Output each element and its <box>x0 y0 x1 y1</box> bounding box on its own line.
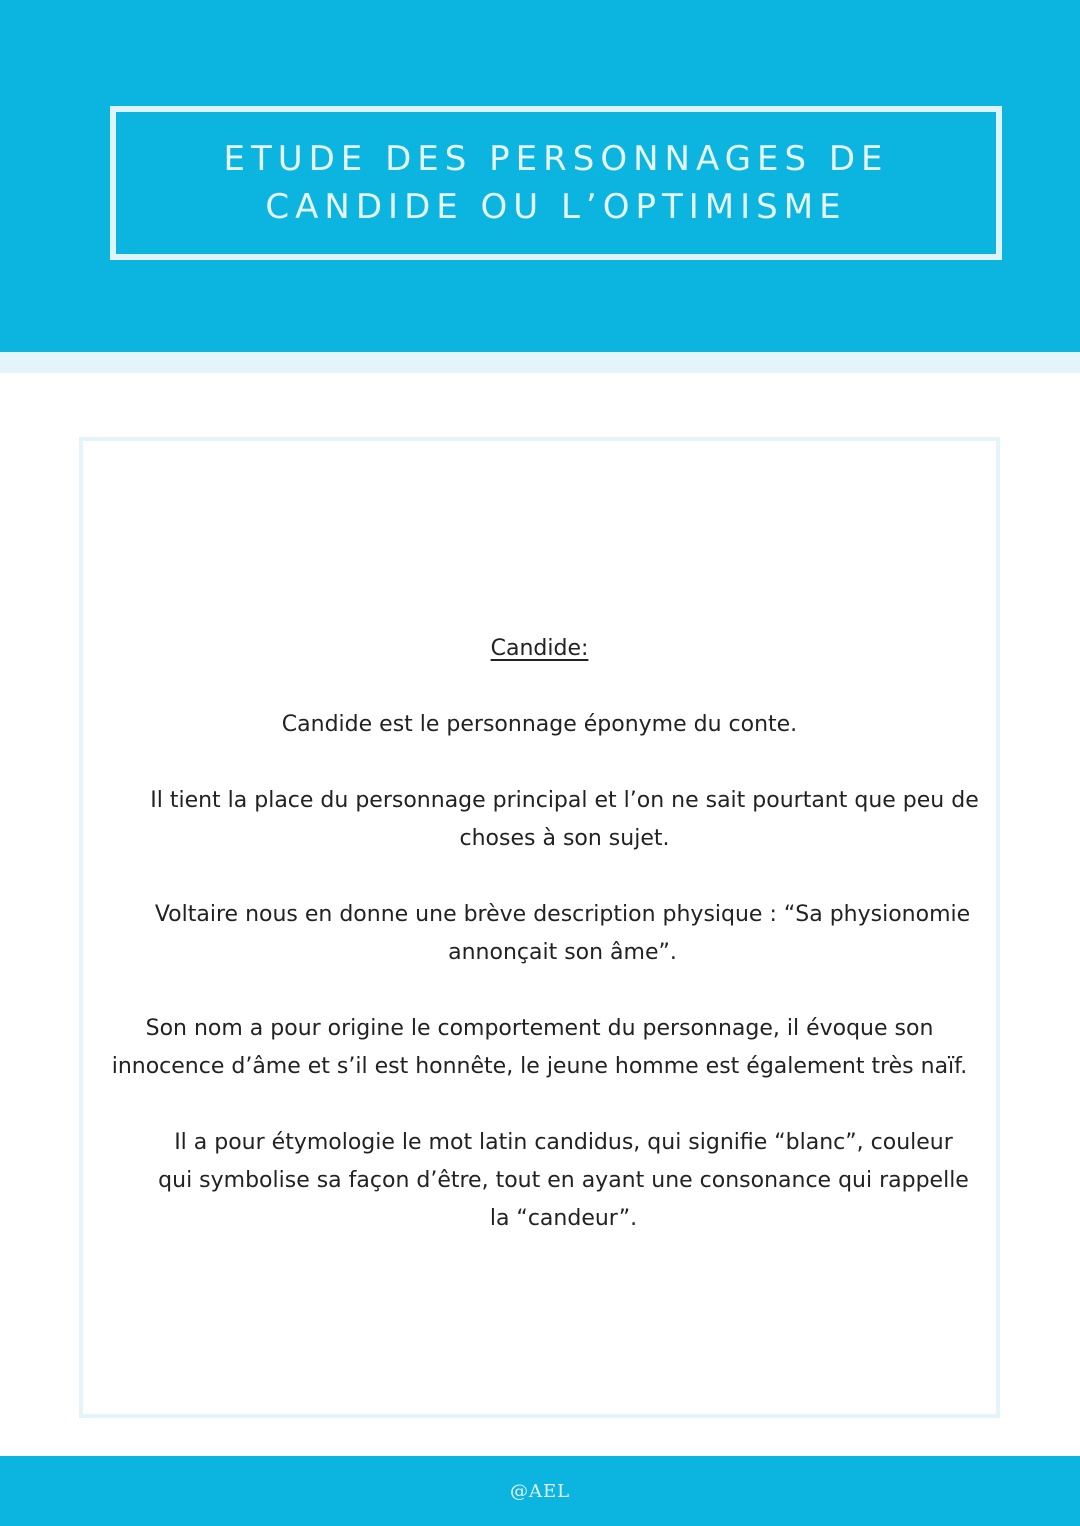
title-box <box>110 106 1002 260</box>
section-heading: Candide: <box>490 636 589 661</box>
content-text <box>83 630 996 1276</box>
footer-band <box>0 1456 1080 1526</box>
page-title-line-1: ETUDE DES PERSONNAGES DE <box>223 139 889 179</box>
header-stripe <box>0 352 1080 373</box>
footer-credit: @AEL <box>509 1480 571 1502</box>
content-box <box>79 437 1000 1418</box>
paragraph-5: Il a pour étymologie le mot latin candidus, qui signifie “blanc”, couleur qui symbolise sa façon d’être, tout en ayant une consonance qui rappelle la “candeur”. <box>158 1130 969 1231</box>
paragraph-2: Il tient la place du personnage principal et l’on ne sait pourtant que peu de choses à son sujet. <box>150 788 979 851</box>
page-title-line-2: CANDIDE OU L’OPTIMISME <box>265 187 847 227</box>
paragraph-4: Son nom a pour origine le comportement du personnage, il évoque son innocence d’âme et s’il est honnête, le jeune homme est également très naïf. <box>111 1016 968 1079</box>
paragraph-3: Voltaire nous en donne une brève description physique : “Sa physionomie annonçait son âme”. <box>154 902 971 965</box>
paragraph-1: Candide est le personnage éponyme du conte. <box>281 712 798 737</box>
